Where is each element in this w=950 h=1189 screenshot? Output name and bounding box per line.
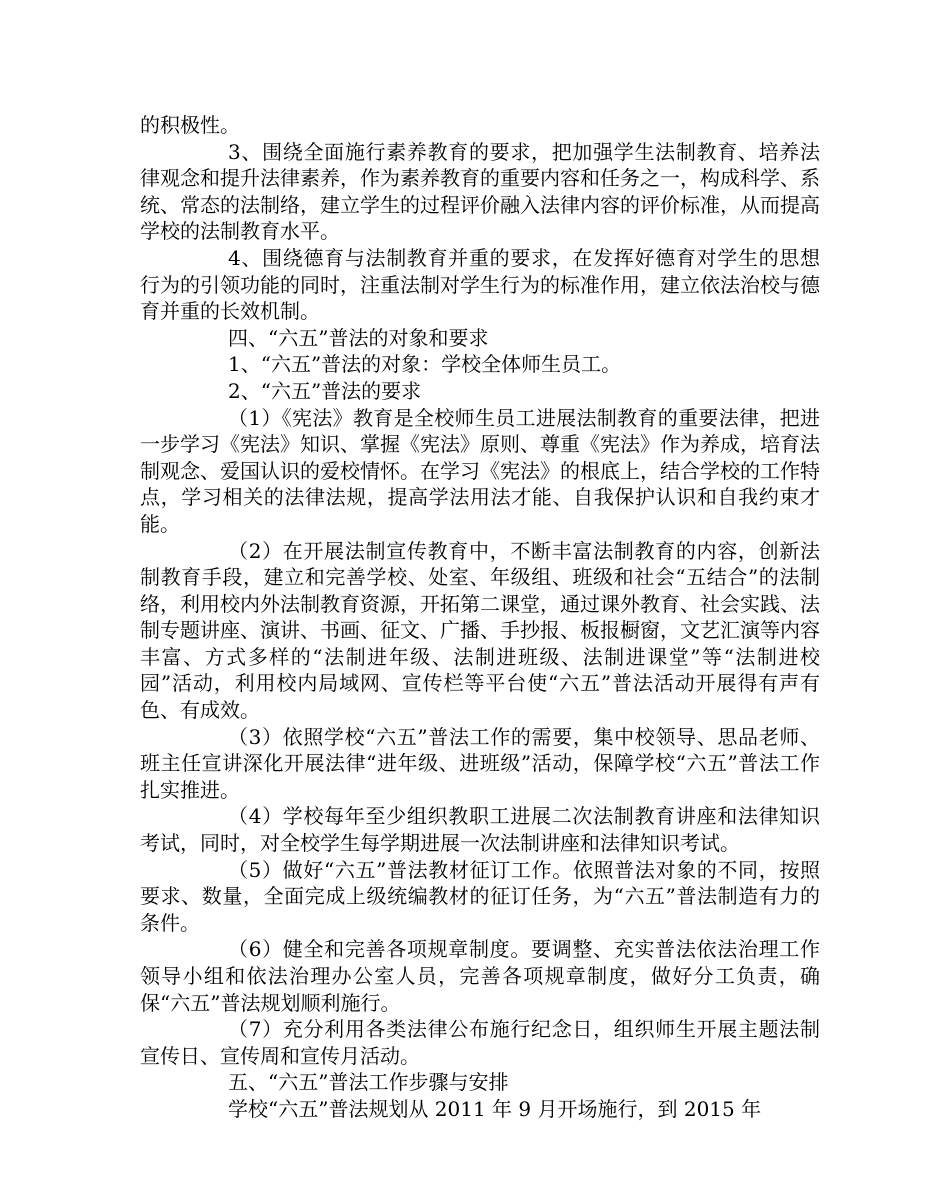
- paragraph-item-3: 3、围绕全面施行素养教育的要求，把加强学生法制教育、培养法律观念和提升法律素养，作为素养教育的重要内容和任务之一，构成科学、系统、常态的法制络，建立学生的过程评价融入法律内容的评价标准，从而提高学校的法制教育水平。: [140, 139, 820, 244]
- paragraph-requirement-1: （1）《宪法》教育是全校师生员工进展法制教育的重要法律，把进一步学习《宪法》知识、掌握《宪法》原则、尊重《宪法》作为养成，培育法制观念、爱国认识的爱校情怀。在学习《宪法》的根底上，结合学校的工作特点，学习相关的法律法规，提高学法用法才能、自我保护认识和自我约束才能。: [140, 405, 820, 536]
- paragraph-continuation: 的积极性。: [140, 113, 240, 137]
- paragraph-requirement-5: （5）做好“六五”普法教材征订工作。依照普法对象的不同，按照要求、数量，全面完成上级统编教材的征订任务，为“六五”普法制造有力的条件。: [140, 857, 820, 935]
- section-heading-5: 五、“六五”普法工作步骤与安排: [228, 1070, 509, 1095]
- paragraph-schedule: 学校“六五”普法规划从 2011 年 9 月开场施行，到 2015 年: [228, 1096, 762, 1121]
- paragraph-requirement-2: （2）在开展法制宣传教育中，不断丰富法制教育的内容，创新法制教育手段，建立和完善学校、处室、年级组、班级和社会“五结合”的法制络，利用校内外法制教育资源，开拓第二课堂，通过课外教育、社会实践、法制专题讲座、演讲、书画、征文、广播、手抄报、板报橱窗，文艺汇演等内容丰富、方式多样的“法制进年级、法制进班级、法制进课堂”等“法制进校园”活动，利用校内局域网、宣传栏等平台使“六五”普法活动开展得有声有色、有成效。: [140, 538, 820, 723]
- paragraph-requirements-heading: 2、“六五”普法的要求: [228, 378, 422, 403]
- paragraph-item-4: 4、围绕德育与法制教育并重的要求，在发挥好德育对学生的思想行为的引领功能的同时，注重法制对学生行为的标准作用，建立依法治校与德育并重的长效机制。: [140, 245, 820, 324]
- section-heading-4: 四、“六五”普法的对象和要求: [228, 325, 489, 350]
- paragraph-requirement-4: （4）学校每年至少组织教职工进展二次法制教育讲座和法律知识考试，同时，对全校学生每学期进展一次法制讲座和法律知识考试。: [140, 804, 820, 856]
- paragraph-requirement-6: （6）健全和完善各项规章制度。要调整、充实普法依法治理工作领导小组和依法治理办公室人员，完善各项规章制度，做好分工负责，确保“六五”普法规划顺利施行。: [140, 937, 820, 1015]
- paragraph-requirement-3: （3）依照学校“六五”普法工作的需要，集中校领导、思品老师、班主任宣讲深化开展法律“进年级、进班级”活动，保障学校“六五”普法工作扎实推进。: [140, 724, 820, 802]
- paragraph-target: 1、“六五”普法的对象：学校全体师生员工。: [228, 352, 622, 377]
- document-page: [140, 112, 820, 1123]
- paragraph-requirement-7: （7）充分利用各类法律公布施行纪念日，组织师生开展主题法制宣传日、宣传周和宣传月活动。: [140, 1017, 820, 1068]
